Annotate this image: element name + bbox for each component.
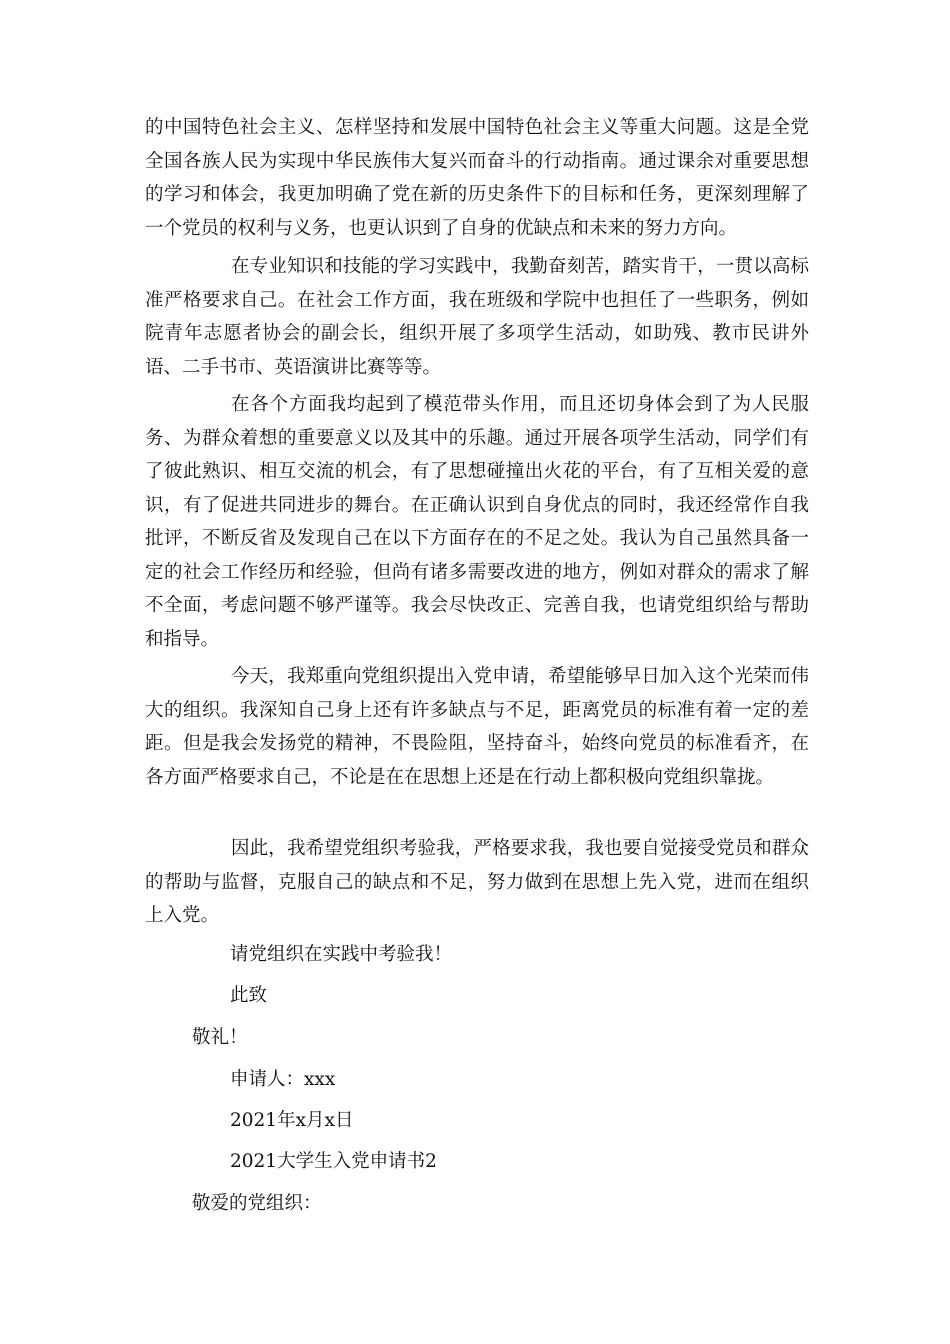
paragraph-professional-practice: 在专业知识和技能的学习实践中，我勤奋刻苦，踏实肯干，一贯以高标准严格要求自己。在社会工作方面，我在班级和学院中也担任了一些职务，例如院青年志愿者协会的副会长，组织开展了多项学生活动，如助残、教市民讲外语、二手书市、英语演讲比赛等等。	[145, 256, 809, 378]
application-date: 2021年x月x日	[230, 1110, 354, 1131]
closing-jingli: 敬礼！	[192, 1027, 248, 1048]
paragraph-conclusion: 因此，我希望党组织考验我，严格要求我，我也要自觉接受党员和群众的帮助与监督，克服自己的缺点和不足，努力做到在思想上先入党，进而在组织上入党。	[145, 838, 809, 926]
paragraph-application-statement: 今天，我郑重向党组织提出入党申请，希望能够早日加入这个光荣而伟大的组织。我深知自己身上还有许多缺点与不足，距离党员的标准有着一定的差距。但是我会发扬党的精神，不畏险阻，坚持奋斗，始终向党员的标准看齐，在各方面严格要求自己，不论是在在思想上还是在行动上都积极向党组织靠拢。	[145, 666, 809, 788]
next-document-salutation: 敬爱的党组织：	[192, 1193, 322, 1214]
closing-cizhi: 此致	[230, 985, 268, 1006]
paragraph-exemplary-role: 在各个方面我均起到了模范带头作用，而且还切身体会到了为人民服务、为群众着想的重要意义以及其中的乐趣。通过开展各项学生活动，同学们有了彼此熟识、相互交流的机会，有了思想碰撞出火花的平台，有了互相关爱的意识，有了促进共同进步的舞台。在正确认识到自身优点的同时，我还经常作自我批评，不断反省及发现自己在以下方面存在的不足之处。我认为自己虽然具备一定的社会工作经历和经验，但尚有诸多需要改进的地方，例如对群众的需求了解不全面，考虑问题不够严谨等。我会尽快改正、完善自我，也请党组织给与帮助和指导。	[145, 394, 809, 650]
paragraph-theory-study: 的中国特色社会主义、怎样坚持和发展中国特色社会主义等重大问题。这是全党全国各族人民为实现中华民族伟大复兴而奋斗的行动指南。通过课余对重要思想的学习和体会，我更加明确了党在新的历史条件下的目标和任务，更深刻理解了一个党员的权利与义务，也更认识到了自身的优缺点和未来的努力方向。	[145, 117, 809, 239]
next-document-title: 2021大学生入党申请书2	[230, 1151, 437, 1172]
applicant-signature: 申请人：xxx	[230, 1069, 336, 1090]
closing-request: 请党组织在实践中考验我！	[230, 944, 453, 965]
